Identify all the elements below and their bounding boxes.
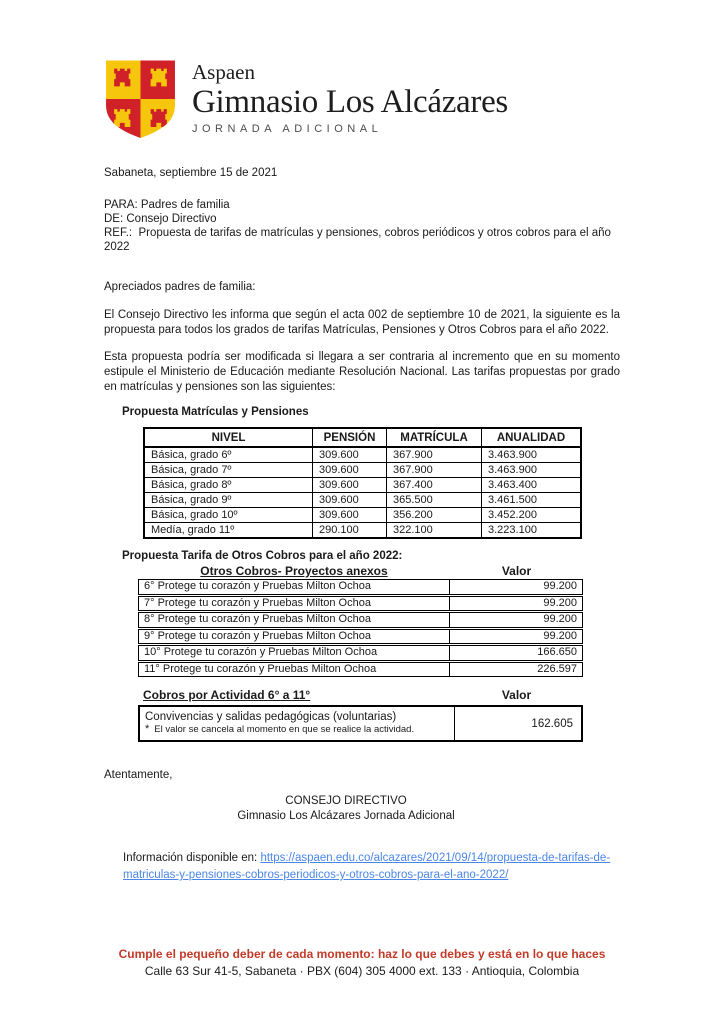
cell-pension: 309.600 bbox=[313, 478, 387, 493]
header-nivel: NIVEL bbox=[144, 428, 313, 447]
school-name: Gimnasio Los Alcázares bbox=[192, 84, 508, 120]
activity-value: 162.605 bbox=[531, 717, 573, 730]
salutation: Apreciados padres de familia: bbox=[104, 281, 256, 293]
other-charges-value-header: Valor bbox=[501, 564, 532, 578]
cell-matricula: 367.400 bbox=[387, 478, 482, 493]
cell-anualidad: 3.452.200 bbox=[482, 508, 582, 523]
footer-motto: Cumple el pequeño deber de cada momento: haz lo que debes y está en lo que haces bbox=[118, 947, 606, 961]
table-row bbox=[144, 493, 581, 508]
tuition-section-title: Propuesta Matrículas y Pensiones bbox=[122, 406, 309, 418]
recipient-line: PARA: Padres de familia bbox=[104, 199, 230, 211]
cell-pension: 309.600 bbox=[313, 463, 387, 478]
cell-matricula: 356.200 bbox=[387, 508, 482, 523]
body-paragraph-2: Esta propuesta podría ser modificada si llegara a ser contraria al incremento que en su momento estipule el Ministerio de Educación mediante Resolución Nacional. Las tarifas propuestas por grado en matrículas y pensiones son las siguientes: bbox=[104, 351, 620, 393]
charge-value: 166.650 bbox=[537, 646, 577, 658]
table-row bbox=[144, 463, 581, 478]
activity-note: El valor se cancela al momento en que se realice la actividad. bbox=[154, 724, 415, 735]
cell-pension: 309.600 bbox=[313, 508, 387, 523]
header-pension: PENSIÓN bbox=[313, 428, 387, 447]
table-row bbox=[144, 478, 581, 493]
charge-value: 226.597 bbox=[537, 662, 577, 675]
info-text bbox=[123, 850, 623, 884]
charge-row bbox=[138, 629, 583, 645]
other-charges-table bbox=[138, 564, 583, 677]
cell-pension: 309.600 bbox=[313, 493, 387, 508]
activity-charges-row bbox=[138, 705, 583, 742]
cell-nivel: Básica, grado 10º bbox=[144, 508, 313, 523]
cell-matricula: 367.900 bbox=[387, 463, 482, 478]
charge-value: 99.200 bbox=[543, 580, 577, 592]
cell-matricula: 322.100 bbox=[387, 523, 482, 539]
other-charges-section-title: Propuesta Tarifa de Otros Cobros para el año 2022: bbox=[122, 550, 403, 562]
charge-row bbox=[138, 596, 583, 612]
sender-line: DE: Consejo Directivo bbox=[104, 213, 217, 225]
cell-anualidad: 3.223.100 bbox=[482, 523, 582, 539]
other-charges-header bbox=[138, 564, 583, 578]
charge-value: 99.200 bbox=[543, 596, 577, 609]
charge-row bbox=[138, 612, 583, 628]
activity-charges-title: Cobros por Actividad 6° a 11° bbox=[143, 688, 311, 702]
signature-block bbox=[88, 794, 604, 824]
signer-org: Gimnasio Los Alcázares Jornada Adicional bbox=[237, 810, 455, 822]
other-charges-column-header: Otros Cobros- Proyectos anexos bbox=[200, 564, 388, 578]
tuition-table bbox=[143, 427, 582, 539]
cell-nivel: Medía, grado 11º bbox=[144, 523, 313, 539]
charge-concept: 9° Protege tu corazón y Pruebas Milton Ochoa bbox=[139, 630, 450, 644]
cell-pension: 290.100 bbox=[313, 523, 387, 539]
cell-anualidad: 3.463.400 bbox=[482, 478, 582, 493]
footnote-asterisk: * bbox=[145, 723, 150, 735]
footer-address: Calle 63 Sur 41-5, Sabaneta · PBX (604) 305 4000 ext. 133 · Antioquia, Colombia bbox=[144, 964, 580, 978]
cell-nivel: Básica, grado 8º bbox=[144, 478, 313, 493]
activity-concept: Convivencias y salidas pedagógicas (voluntarias) bbox=[145, 711, 397, 723]
charge-concept: 11° Protege tu corazón y Pruebas Milton Ochoa bbox=[139, 663, 450, 677]
addressee-block bbox=[104, 198, 620, 254]
cell-matricula: 367.900 bbox=[387, 447, 482, 463]
page-footer bbox=[0, 946, 724, 979]
letterhead bbox=[104, 58, 620, 142]
table-row bbox=[144, 447, 581, 463]
brand-name: Aspaen bbox=[192, 60, 255, 84]
cell-nivel: Básica, grado 7º bbox=[144, 463, 313, 478]
header-matricula: MATRÍCULA bbox=[387, 428, 482, 447]
reference-line: REF.: Propuesta de tarifas de matrículas y pensiones, cobros periódicos y otros cobros para el año 2022 bbox=[104, 227, 615, 253]
cell-anualidad: 3.463.900 bbox=[482, 463, 582, 478]
cell-matricula: 365.500 bbox=[387, 493, 482, 508]
school-crest-logo bbox=[104, 58, 177, 140]
cell-nivel: Básica, grado 9º bbox=[144, 493, 313, 508]
activity-charges-value-header: Valor bbox=[501, 688, 532, 702]
charge-row bbox=[138, 662, 583, 678]
date-line: Sabaneta, septiembre 15 de 2021 bbox=[104, 167, 278, 179]
program-subtitle: JORNADA ADICIONAL bbox=[192, 123, 383, 135]
table-row bbox=[144, 523, 581, 539]
info-prefix: Información disponible en: bbox=[123, 852, 261, 864]
cell-pension: 309.600 bbox=[313, 447, 387, 463]
body-paragraph-1: El Consejo Directivo les informa que según el acta 002 de septiembre 10 de 2021, la siguiente es la propuesta para todos los grados de tarifas Matrículas, Pensiones y Otros Cobros para el año 2022. bbox=[104, 309, 620, 336]
signer-name: CONSEJO DIRECTIVO bbox=[285, 795, 407, 807]
charge-row bbox=[138, 645, 583, 661]
table-row bbox=[144, 508, 581, 523]
cell-anualidad: 3.463.900 bbox=[482, 447, 582, 463]
charge-concept: 6° Protege tu corazón y Pruebas Milton Ochoa bbox=[139, 580, 450, 594]
cell-anualidad: 3.461.500 bbox=[482, 493, 582, 508]
tuition-header-row bbox=[144, 428, 581, 447]
charge-concept: 7° Protege tu corazón y Pruebas Milton Ochoa bbox=[139, 597, 450, 611]
charge-value: 99.200 bbox=[543, 613, 577, 625]
activity-charges-header bbox=[138, 688, 583, 703]
charge-row bbox=[138, 579, 583, 595]
farewell: Atentamente, bbox=[104, 769, 173, 781]
charge-value: 99.200 bbox=[543, 629, 577, 642]
info-link[interactable]: https://aspaen.edu.co/alcazares/2021/09/14/propuesta-de-tarifas-de-matriculas-y-pensiones-cobros-periodicos-y-otros-cobros-para-el-ano-2022/ bbox=[123, 852, 611, 881]
charge-concept: 8° Protege tu corazón y Pruebas Milton Ochoa bbox=[139, 613, 450, 627]
cell-nivel: Básica, grado 6º bbox=[144, 447, 313, 463]
header-anualidad: ANUALIDAD bbox=[482, 428, 582, 447]
charge-concept: 10° Protege tu corazón y Pruebas Milton Ochoa bbox=[139, 646, 450, 660]
